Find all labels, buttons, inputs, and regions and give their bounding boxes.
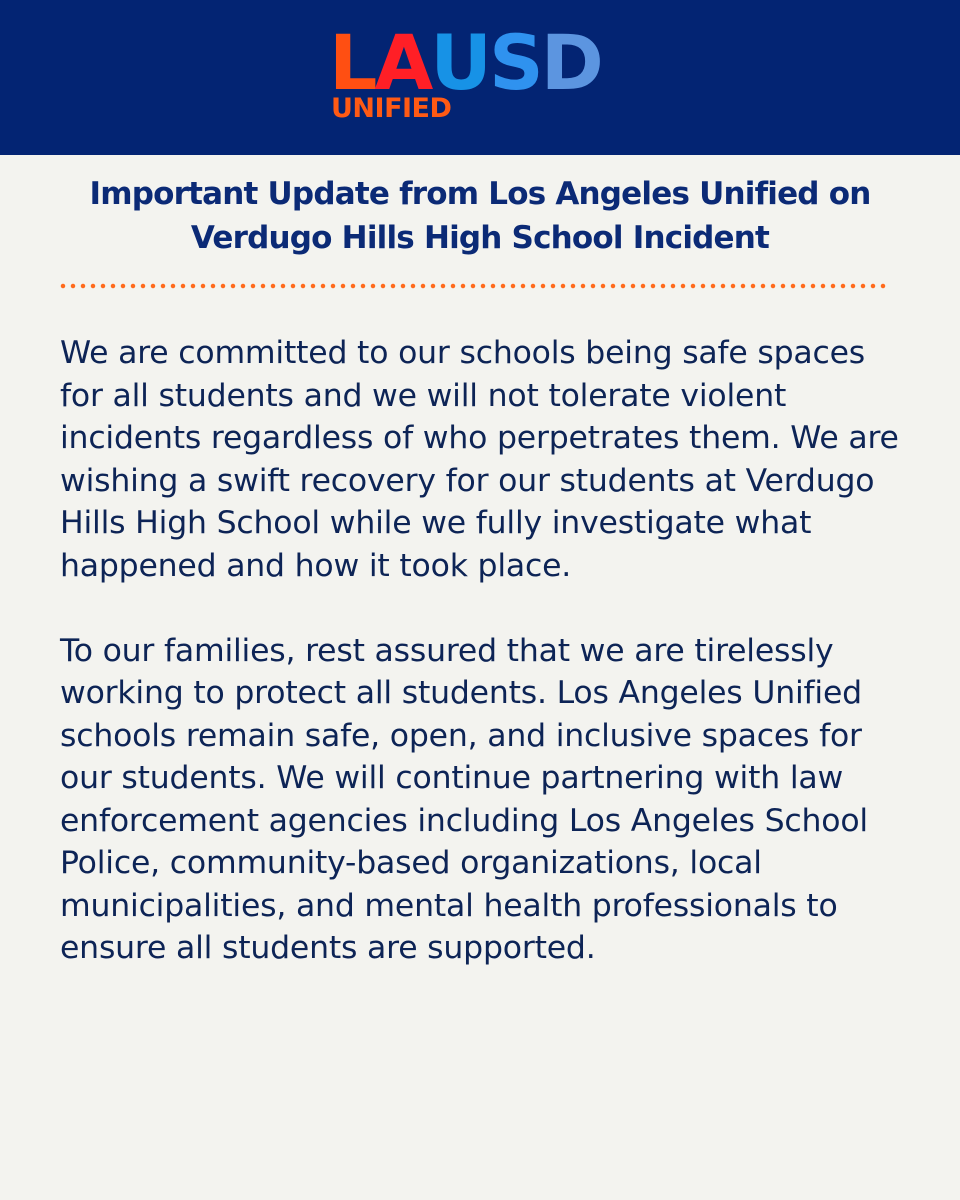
logo-letter-l: L	[329, 18, 375, 107]
header-banner	[0, 0, 960, 155]
logo-letter-a: A	[374, 18, 431, 107]
announcement-card	[0, 155, 960, 1200]
logo-wordmark	[329, 18, 601, 107]
lausd-logo	[329, 18, 639, 128]
dotted-divider	[60, 283, 890, 289]
statement-paragraph-2: To our families, rest assured that we are tirelessly working to protect all students. Los Angeles Unified schools remain safe, open, and inclusive spaces for our students. We will continue partnering with law enforcement agencies including Los Angeles School Police, community-based organizations, local municipalities, and mental health professionals to ensure all students are supported.	[60, 632, 868, 966]
statement-paragraph-1: We are committed to our schools being safe spaces for all students and we will not tolerate violent incidents regardless of who perpetrates them. We are wishing a swift recovery for our students at Verdugo Hills High School while we fully investigate what happened and how it took place.	[60, 335, 899, 584]
statement-body	[60, 332, 910, 1012]
page-title: Important Update from Los Angeles Unified on Verdugo Hills High School Incident	[89, 176, 871, 256]
logo-letter-s: S	[488, 18, 541, 107]
logo-subtitle: UNIFIED	[331, 93, 452, 124]
logo-letter-u: U	[430, 18, 489, 107]
logo-letter-d: D	[540, 18, 601, 107]
